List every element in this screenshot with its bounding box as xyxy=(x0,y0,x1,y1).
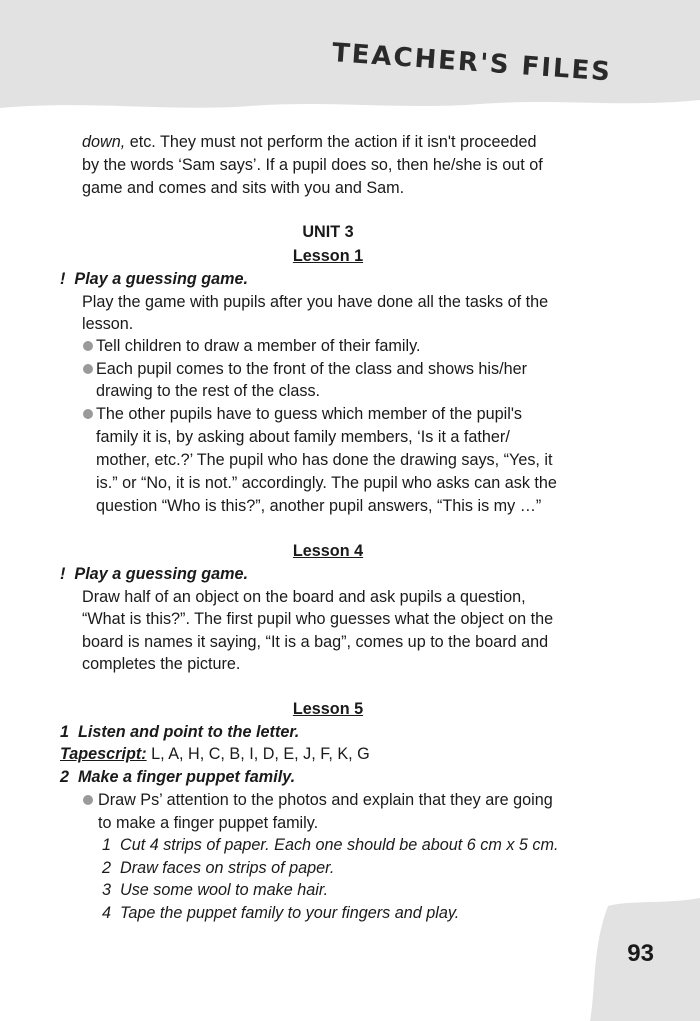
lesson-1-bullet-line: Each pupil comes to the front of the class and shows his/her xyxy=(96,360,528,378)
lesson-5-step: 3 Use some wool to make hair. xyxy=(102,881,329,899)
lesson-5-task-2: 2 Make a finger puppet family. xyxy=(60,768,296,786)
lesson-1-bullet-line: family it is, by asking about family members, ‘Is it a father/ xyxy=(96,428,510,446)
intro-line: game and comes and sits with you and Sam. xyxy=(82,179,405,197)
bullet-dot xyxy=(83,341,93,351)
bullet-dot xyxy=(83,409,93,419)
lesson-5-step: 4 Tape the puppet family to your fingers and play. xyxy=(102,904,460,922)
lesson-1-bullet-line: The other pupils have to guess which member of the pupil's xyxy=(96,405,522,423)
lesson-5-tapescript: Tapescript: L, A, H, C, B, I, D, E, J, F, K, G xyxy=(60,745,370,763)
lesson-1-bullet-line: mother, etc.?’ The pupil who has done the drawing says, “Yes, it xyxy=(96,451,553,469)
page-number: 93 xyxy=(627,940,654,967)
lesson-4-line: Draw half of an object on the board and ask pupils a question, xyxy=(82,588,526,606)
lesson-4-line: “What is this?”. The first pupil who guesses what the object on the xyxy=(82,610,554,628)
lesson-1-bullet-line: is.” or “No, it is not.” accordingly. The pupil who asks can ask the xyxy=(96,474,557,492)
unit-title: UNIT 3 xyxy=(302,223,354,241)
intro-line: down, etc. They must not perform the action if it isn't proceeded xyxy=(82,133,537,151)
lesson-1-bullet-line: question “Who is this?”, another pupil answers, “This is my …” xyxy=(96,497,542,515)
lesson-5-bullet-line: Draw Ps’ attention to the photos and explain that they are going xyxy=(98,791,553,809)
lesson-5-step: 2 Draw faces on strips of paper. xyxy=(102,859,335,877)
lesson-1-intro-line: lesson. xyxy=(82,315,134,333)
lesson-5-step: 1 Cut 4 strips of paper. Each one should be about 6 cm x 5 cm. xyxy=(102,836,559,854)
lesson-1-title: Lesson 1 xyxy=(292,247,364,265)
lesson-1-bullet-line: drawing to the rest of the class. xyxy=(96,382,321,400)
lesson-4-title: Lesson 4 xyxy=(292,542,364,560)
header-title: TEACHER'S FILES xyxy=(330,38,613,88)
lesson-5-task-1: 1 Listen and point to the letter. xyxy=(60,723,300,741)
lesson-5-bullet-line: to make a finger puppet family. xyxy=(98,814,319,832)
lesson-4-line: completes the picture. xyxy=(82,655,241,673)
lesson-1-intro-line: Play the game with pupils after you have done all the tasks of the xyxy=(82,293,549,311)
lesson-1-bullet-line: Tell children to draw a member of their family. xyxy=(96,337,421,355)
intro-line: by the words ‘Sam says’. If a pupil does so, then he/she is out of xyxy=(82,156,543,174)
lesson-5-title: Lesson 5 xyxy=(292,700,364,718)
bullet-dot xyxy=(83,364,93,374)
lesson-4-activity: ! Play a guessing game. xyxy=(60,565,249,583)
lesson-4-line: board is names it saying, “It is a bag”, comes up to the board and xyxy=(82,633,549,651)
lesson-1-activity: ! Play a guessing game. xyxy=(60,270,249,288)
bullet-dot xyxy=(83,795,93,805)
